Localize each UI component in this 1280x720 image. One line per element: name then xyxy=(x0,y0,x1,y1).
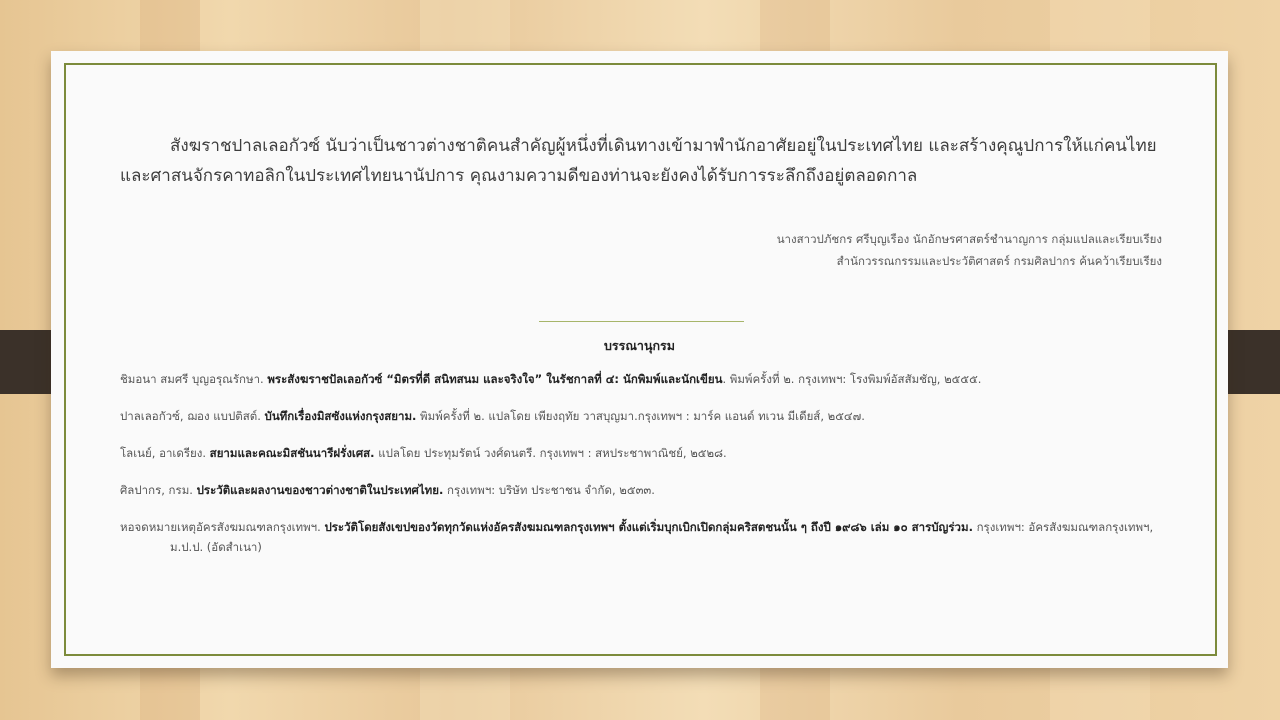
entry-author: ชิมอนา สมศรี บุญอรุณรักษา. xyxy=(120,372,268,386)
source-line-2: สำนักวรรณกรรมและประวัติศาสตร์ กรมศิลปากร ค้นคว้าเรียบเรียง xyxy=(836,254,1162,268)
bibliography-entry xyxy=(120,369,1170,389)
entry-work: บันทึกเรื่องมิสซังแห่งกรุงสยาม. xyxy=(264,409,417,423)
source-credit xyxy=(522,228,1162,272)
entry-author: โลเนย์, อาเดรียง. xyxy=(120,446,210,460)
divider-line xyxy=(539,321,744,322)
entry-details: . พิมพ์ครั้งที่ ๒. กรุงเทพฯ: โรงพิมพ์อัสสัมชัญ, ๒๕๕๕. xyxy=(722,372,982,386)
entry-work: ประวัติและผลงานของชาวต่างชาติในประเทศไทย. xyxy=(196,483,444,497)
entry-work: พระสังฆราชปัลเลอกัวซ์ “มิตรที่ดี สนิทสนม และจริงใจ” ในรัชกาลที่ ๔: นักพิมพ์และนักเขียน xyxy=(267,372,723,386)
bibliography-list xyxy=(120,369,1170,574)
bibliography-entry xyxy=(120,517,1170,557)
bibliography-entry xyxy=(120,406,1170,426)
entry-details: พิมพ์ครั้งที่ ๒. แปลโดย เพียงฤทัย วาสบุญมา.กรุงเทพฯ : มาร์ค แอนด์ ทเวน มีเดียส์, ๒๕๔๗. xyxy=(416,409,865,423)
entry-author: หอจดหมายเหตุอัครสังฆมณฑลกรุงเทพฯ. xyxy=(120,520,325,534)
entry-work: ประวัติโดยสังเขปของวัดทุกวัดแห่งอัครสังฆมณฑลกรุงเทพฯ ตั้งแต่เริ่มบุกเบิกเปิดกลุ่มคริสตชนนั้น ๆ ถึงปี ๑๙๘๖ เล่ม ๑๐ สารบัญร่วม. xyxy=(324,520,973,534)
bibliography-entry xyxy=(120,480,1170,500)
entry-details: กรุงเทพฯ: อัครสังฆมณฑลกรุงเทพฯ, ม.ป.ป. (อัดสำเนา) xyxy=(170,520,1154,554)
source-line-1: นางสาวปภัชกร ศรีบุญเรือง นักอักษรศาสตร์ชำนาญการ กลุ่มแปลและเรียบเรียง xyxy=(776,232,1162,246)
entry-details: แปลโดย ประทุมรัตน์ วงศ์ดนตรี. กรุงเทพฯ : สหประชาพาณิชย์, ๒๕๒๘. xyxy=(374,446,727,460)
bibliography-title: บรรณานุกรม xyxy=(603,338,676,353)
entry-details: กรุงเทพฯ: บริษัท ประชาชน จำกัด, ๒๕๓๓. xyxy=(443,483,655,497)
bibliography-entry xyxy=(120,443,1170,463)
entry-author: ปาลเลอกัวซ์, ฌอง แบปติสต์. xyxy=(120,409,265,423)
intro-paragraph: สังฆราชปาลเลอกัวซ์ นับว่าเป็นชาวต่างชาติคนสำคัญผู้หนึ่งที่เดินทางเข้ามาพำนักอาศัยอยู่ในประเทศไทย และสร้างคุณูปการให้แก่คนไทยและศาสนจักรคาทอลิกในประเทศไทยนานัปการ คุณงามความดีของท่านจะยังคงได้รับการระลึกถึงอยู่ตลอดกาล xyxy=(120,136,1157,186)
entry-work: สยามและคณะมิสชันนารีฝรั่งเศส. xyxy=(209,446,375,460)
slide-card xyxy=(51,51,1228,668)
entry-author: ศิลปากร, กรม. xyxy=(120,483,197,497)
